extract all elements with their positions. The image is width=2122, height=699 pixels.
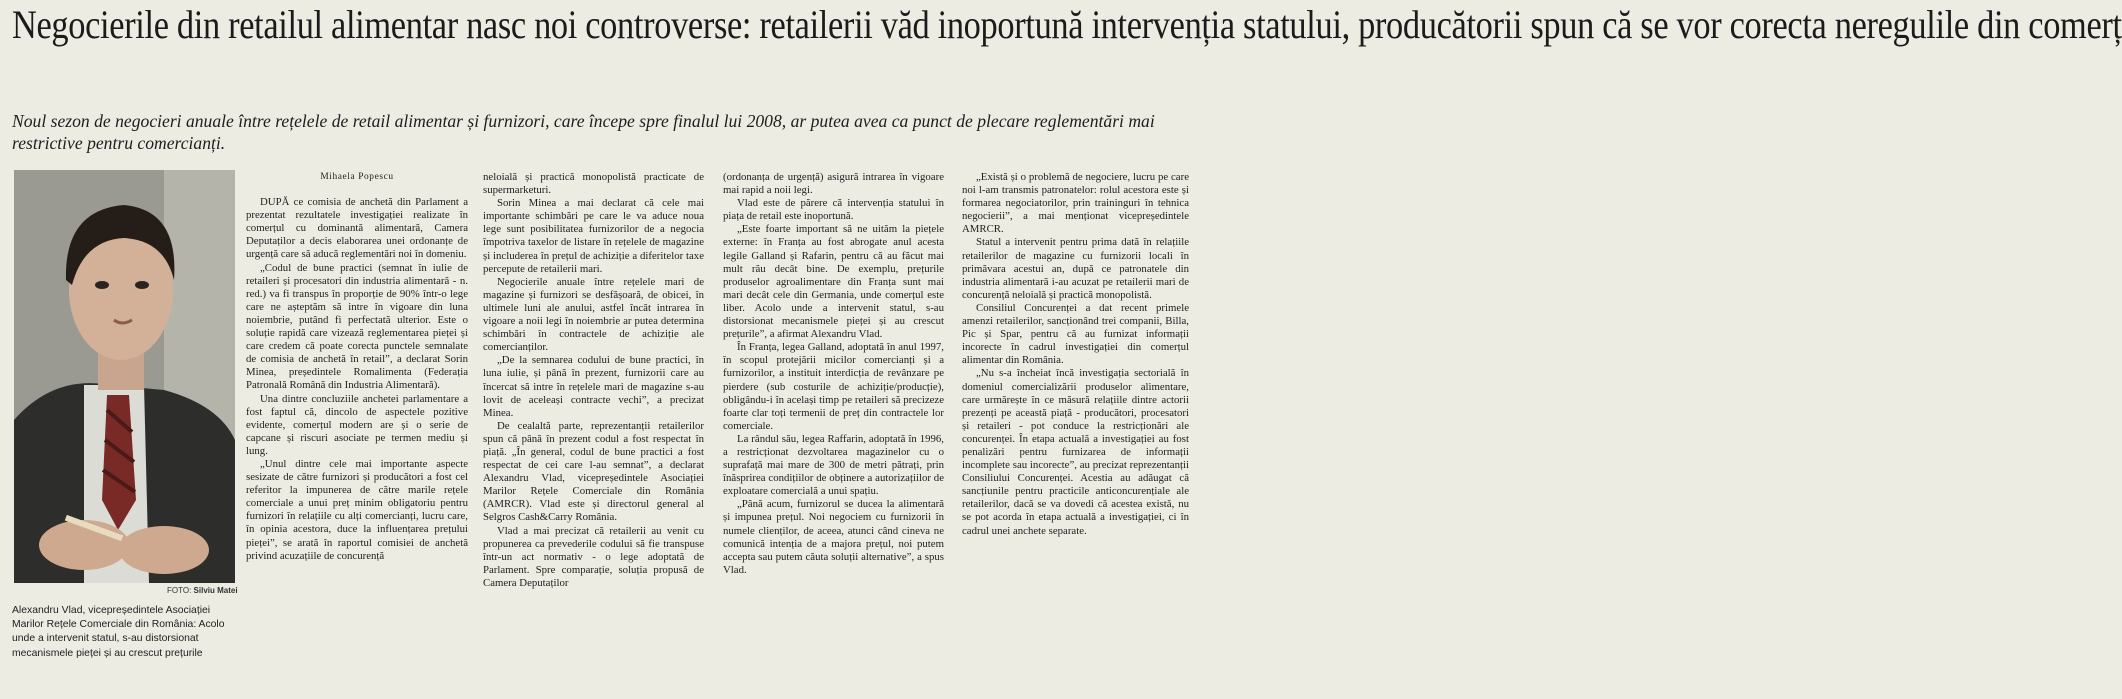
byline: Mihaela Popescu <box>320 172 394 182</box>
paragraph: „Este foarte important să ne uităm la piețele externe: în Franța au fost abrogate anul acesta legile Galland și Rafarin, pentru că au făcut mai mult rău decât bine. De exemplu, prețurile produselor agroalimentare din Franța sunt mai mari decât cele din Germania, unde comerțul este liber. Acolo unde a intervenit statul, s-au distorsionat mecanismele pieței și au crescut prețurile”, a afirmat Alexandru Vlad. <box>723 223 944 341</box>
paragraph: Negocierile anuale între rețelele mari de magazine și furnizori se desfășoară, de obicei, în ultimele luni ale anului, astfel încât intrarea în vigoare a noii legi în noiembrie ar putea determina schimbări în contractele de achiziție ale comercianților. <box>483 275 704 354</box>
paragraph: DUPĂ ce comisia de anchetă din Parlament a prezentat rezultatele investigației realizate în comerțul cu dominantă alimentară, Camera Deputaților a decis elaborarea unei ordonanțe de urgență care să aducă reglementări noi în domeniu. <box>246 196 468 261</box>
paragraph: neloială și practică monopolistă practicate de supermarketuri. <box>483 171 704 197</box>
portrait-illustration <box>14 170 235 583</box>
paragraph: La rândul său, legea Raffarin, adoptată în 1996, a restricționat dezvoltarea magazinelor cu o suprafață mai mare de 300 de metri pătrați, prin înăsprirea condițiilor de obținere a autorizațiilor de exploatare comercială a unui spațiu. <box>723 432 944 498</box>
paragraph: „Codul de bune practici (semnat în iulie de retaileri și procesatori din industria alimentară - n. red.) va fi transpus în proporție de 90% într-o lege care ne așteptăm să intre în vigoare din luna noiembrie, putând fi perfectată ulterior. Este o soluție rapidă care vizează reglementarea pieței și care credem că poate corecta punctele semnalate de comisia de anchetă în retail”, a declarat Sorin Minea, președintele Romalimenta (Federația Patronală Română din Industria Alimentară). <box>246 261 468 392</box>
column-4 <box>962 171 1189 696</box>
paragraph: „Există și o problemă de negociere, lucru pe care noi l-am transmis patronatelor: rolul acestora este și formarea negociatorilor, prin traininguri în tehnica negocierii”, a mai menționat vicepreședintele AMRCR. <box>962 171 1189 236</box>
paragraph: Una dintre concluziile anchetei parlamentare a fost faptul că, dincolo de aspectele pozitive evidente, comerțul modern are și o serie de capcane și riscuri asociate pe termen mediu și lung. <box>246 392 468 457</box>
paragraph: Sorin Minea a mai declarat că cele mai importante schimbări pe care le va aduce noua lege sunt posibilitatea furnizorilor de a negocia împotriva taxelor de listare în rețelele de magazine și includerea în prețul de achiziție a diferitelor taxe percepute de retailerii mari. <box>483 197 704 275</box>
photo-caption: Alexandru Vlad, vicepreședintele Asociației Marilor Rețele Comerciale din România: Acolo unde a intervenit statul, s-au distorsionat mecanismele pieței și au crescut prețurile <box>12 605 225 659</box>
headline: Negocierile din retailul alimentar nasc noi controverse: retailerii văd inoportună intervenția statului, producătorii spun că se vor corecta neregulile din comerț <box>12 2 2122 47</box>
paragraph: Vlad este de părere că intervenția statului în piața de retail este inoportună. <box>723 197 944 223</box>
column-1 <box>246 171 468 696</box>
paragraph: De cealaltă parte, reprezentanții retailerilor spun că până în prezent codul a fost respectat în piață. „În general, codul de bune practici a fost respectat de cei care l-au semnat”, a declarat Alexandru Vlad, vicepreședintele Asociației Marilor Rețele Comerciale din România (AMRCR). Vlad este și directorul general al Selgros Cash&Carry România. <box>483 419 704 524</box>
paragraph: „De la semnarea codului de bune practici, în luna iulie, și până în prezent, furnizorii care au încercat să intre în rețelele mari de magazine s-au lovit de aceleași contracte vechi”, a precizat Minea. <box>483 354 704 419</box>
photo-credit-label: FOTO: <box>167 586 192 595</box>
subtitle: Noul sezon de negocieri anuale între rețelele de retail alimentar și furnizori, care începe spre finalul lui 2008, ar putea avea ca punct de plecare reglementări mai restrictive pentru comercianți. <box>12 111 1155 153</box>
photo-credit-name: Silviu Matei <box>193 586 238 595</box>
paragraph: Statul a intervenit pentru prima dată în relațiile retailerilor de magazine cu furnizorii locali în primăvara acestui an, după ce patronatele din industria alimentară i-au acuzat pe retailerii mari de concurență neloială și practică monopolistă. <box>962 236 1189 301</box>
paragraph: În Franța, legea Galland, adoptată în anul 1997, în scopul protejării micilor comercianți și a furnizorilor, a instituit interdicția de revânzare pe pierdere (sub costurile de achiziție/producție), obligându-i în același timp pe retaileri să precizeze foarte clar toți termenii de preț din contractele lor comerciale. <box>723 341 944 432</box>
paragraph: (ordonanța de urgență) asigură intrarea în vigoare mai rapid a noii legi. <box>723 171 944 197</box>
paragraph: „Unul dintre cele mai importante aspecte sesizate de către furnizori și producători a fost cel referitor la impunerea de către marile rețele comerciale a unui preț minim obligatoriu pentru furnizori în relațiile cu alți comercianți, lucru care, în opinia acestora, duce la influențarea prețului pieței”, se arată în raportul comisiei de anchetă privind acuzațiile de concurență <box>246 457 468 562</box>
paragraph: Vlad a mai precizat că retailerii au venit cu propunerea ca prevederile codului să fie transpuse într-un act normativ - o lege adoptată de Parlament. Spre comparație, soluția propusă de Camera Deputaților <box>483 524 704 589</box>
paragraph: Consiliul Concurenței a dat recent primele amenzi retailerilor, sancționând trei companii, Billa, Pic și Spar, pentru că au furnizat informații incorecte în cadrul investigației din comerțul alimentar din România. <box>962 301 1189 367</box>
photo-credit <box>167 586 238 595</box>
portrait-photo <box>14 170 235 583</box>
column-2 <box>483 171 704 696</box>
paragraph: „Nu s-a încheiat încă investigația sectorială în domeniul comercializării produselor alimentare, care urmărește în ce măsură relațiile dintre actorii prezenți pe această piață - producători, procesatori și retaileri - pot conduce la restricționări ale concurenței. În etapa actuală a investigației au fost penalizări pentru furnizarea de informații incomplete sau incorecte”, au precizat reprezentanții Consiliului Concurenței. Acestia au adăugat că sancțiunile pentru practicile anticoncurențiale ale retailerilor, dacă se va dovedi că acestea există, nu se pot acorda în etapa actuală a investigației, ci în cadrul unei anchete separate. <box>962 367 1189 537</box>
column-3 <box>723 171 944 696</box>
paragraph: „Până acum, furnizorul se ducea la alimentară și impunea prețul. Noi negociem cu furnizorii în numele clienților, de aceea, atunci când cineva ne comunică intenția de a majora prețul, noi putem accepta sau putem căuta soluții alternative”, a spus Vlad. <box>723 498 944 576</box>
